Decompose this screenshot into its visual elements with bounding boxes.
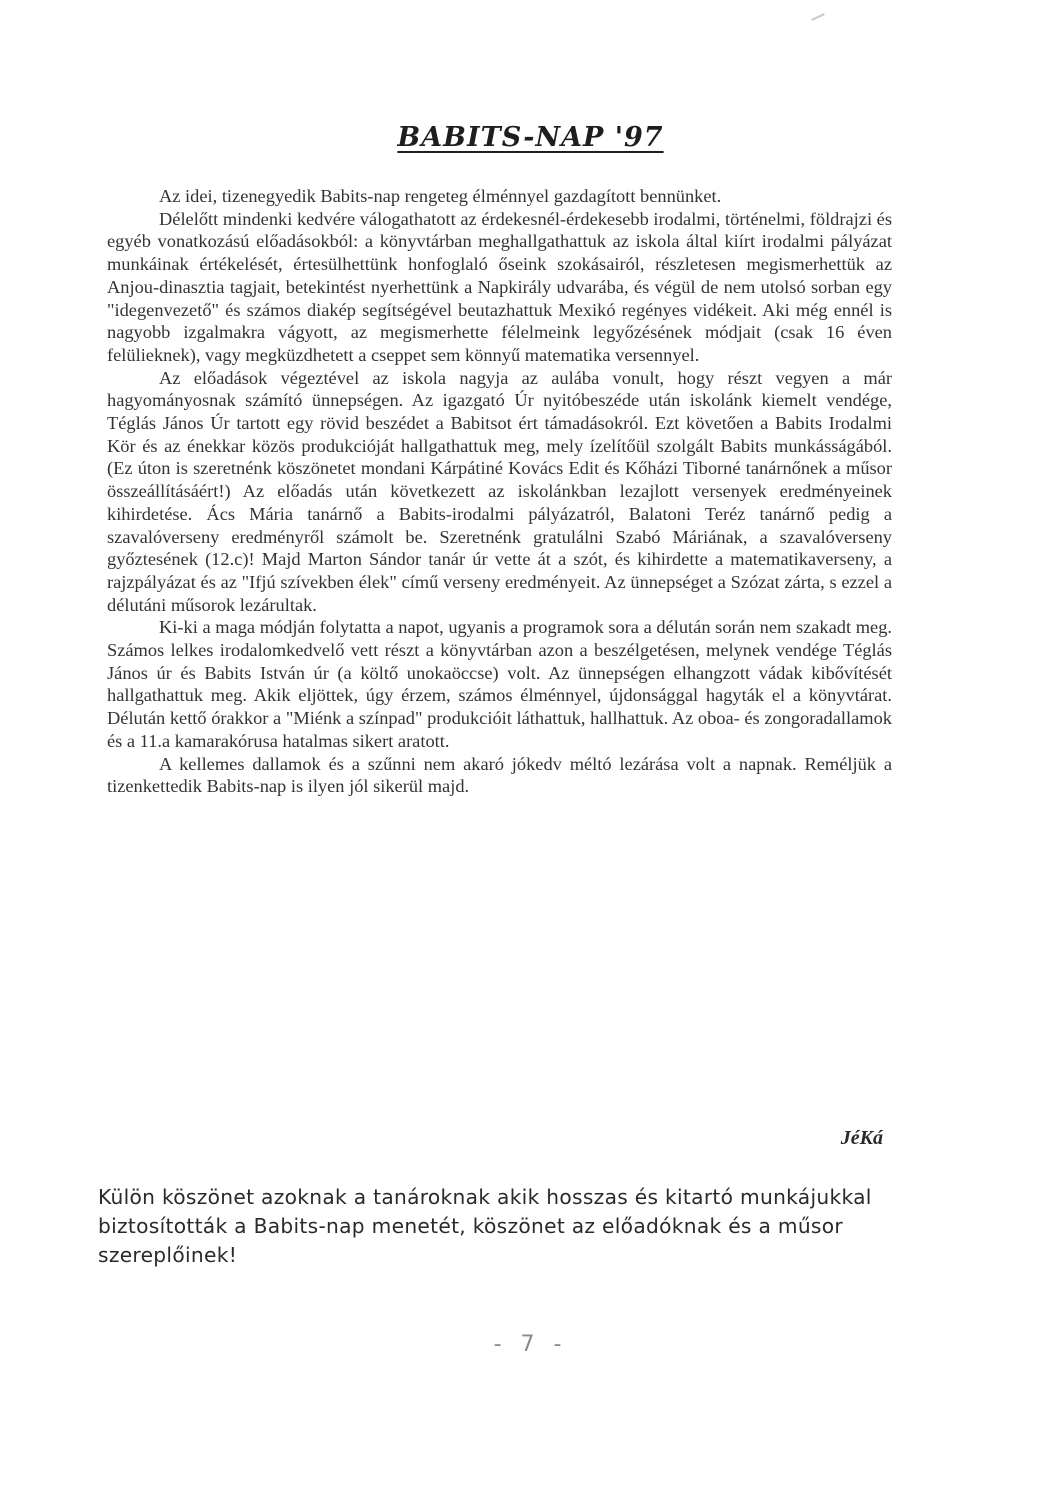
paragraph-3: Az előadások végeztével az iskola nagyja az aulába vonult, hogy részt vegyen a már hagyományosnak számító ünnepségen. Az igazgató Úr nyitóbeszéde után iskolánk kiemelt vendége, Téglás János Úr tartott egy rövid beszédet a Babitsot ért támadásokról. Ezt követően a Babits Irodalmi Kör és az énekkar közös produkcióját hallgathattuk meg, mely ízelítőül szolgált Babits munkásságából. (Ez úton is szeretnénk köszönetet mondani Kárpátiné Kovács Edit és Kőházi Tiborné tanárnőnek a műsor összeállításáért!) Az előadás után következett az iskolánkban lezajlott versenyek eredményeinek kihirdetése. Ács Mária tanárnő a Babits-irodalmi pályázatról, Balatoni Teréz tanárnő pedig a szavalóverseny eredményről számolt be. Szeretnénk gratulálni Szabó Máriának, a szavalóverseny győztesének (12.c)! Majd Marton Sándor tanár úr vette át a szót, és kihirdette a matematikaverseny, a rajzpályázat és az "Ifjú szívekben élek" című verseny eredményeit. Az ünnepséget a Szózat zárta, s ezzel a délutáni műsorok lezárultak. xyxy=(107,367,892,615)
paragraph-1: Az idei, tizenegyedik Babits-nap rengeteg élménnyel gazdagított bennünket. xyxy=(159,186,722,206)
scan-speck xyxy=(811,13,825,21)
author-signature: JéKá xyxy=(840,1127,883,1149)
article-body xyxy=(107,185,892,798)
paragraph-4: Ki-ki a maga módján folytatta a napot, ugyanis a programok sora a délután során nem szakadt meg. Számos lelkes irodalomkedvelő vett részt a könyvtárban azon a beszélgetésen, melynek vendége Téglás János úr és Babits István úr (a költő unokaöccse) volt. Az ünnepségen elhangzott vádak kibővítését hallgathattuk meg. Akik eljöttek, úgy érzem, számos élménnyel, újdonsággal hagyták el a könyvtárat. Délután kettő órakkor a "Miénk a színpad" produkcióit láthattuk, hallhattuk. Az oboa- és zongoradallamok és a 11.a kamarakórusa hatalmas sikert aratott. xyxy=(107,617,892,751)
thanks-note: Külön köszönet azoknak a tanároknak akik hosszas és kitartó munkájukkal biztosították a Babits-nap menetét, köszönet az előadóknak és a műsor szereplőinek! xyxy=(98,1185,872,1267)
page-title: BABITS-NAP '97 xyxy=(397,122,664,153)
page-number: - 7 - xyxy=(493,1332,568,1357)
paragraph-2: Délelőtt mindenki kedvére válogathatott az érdekesnél-érdekesebb irodalmi, történelmi, földrajzi és egyéb vonatkozású előadásokból: a könyvtárban meghallgathattuk az iskola által kiírt irodalmi pályázat munkáinak értékelését, értesülhettünk honfoglaló őseink szokásairól, részletesen megismerhettük az Anjou-dinasztia tagjait, betekintést nyerhettünk a Napkirály udvarába, és végül de nem utolsó sorban egy "idegenvezető" és számos diakép segítségével beutazhattuk Mexikó regényes vidékeit. Aki még ennél is nagyobb izgalmakra vágyott, az megismerhette félelmeink legyőzésének módjait (csak 16 éven felülieknek), vagy megküzdhetett a cseppet sem könnyű matematika versennyel. xyxy=(107,208,892,365)
paragraph-5: A kellemes dallamok és a szűnni nem akaró jókedv méltó lezárása volt a napnak. Reméljük a tizenkettedik Babits-nap is ilyen jól sikerül majd. xyxy=(107,753,892,797)
